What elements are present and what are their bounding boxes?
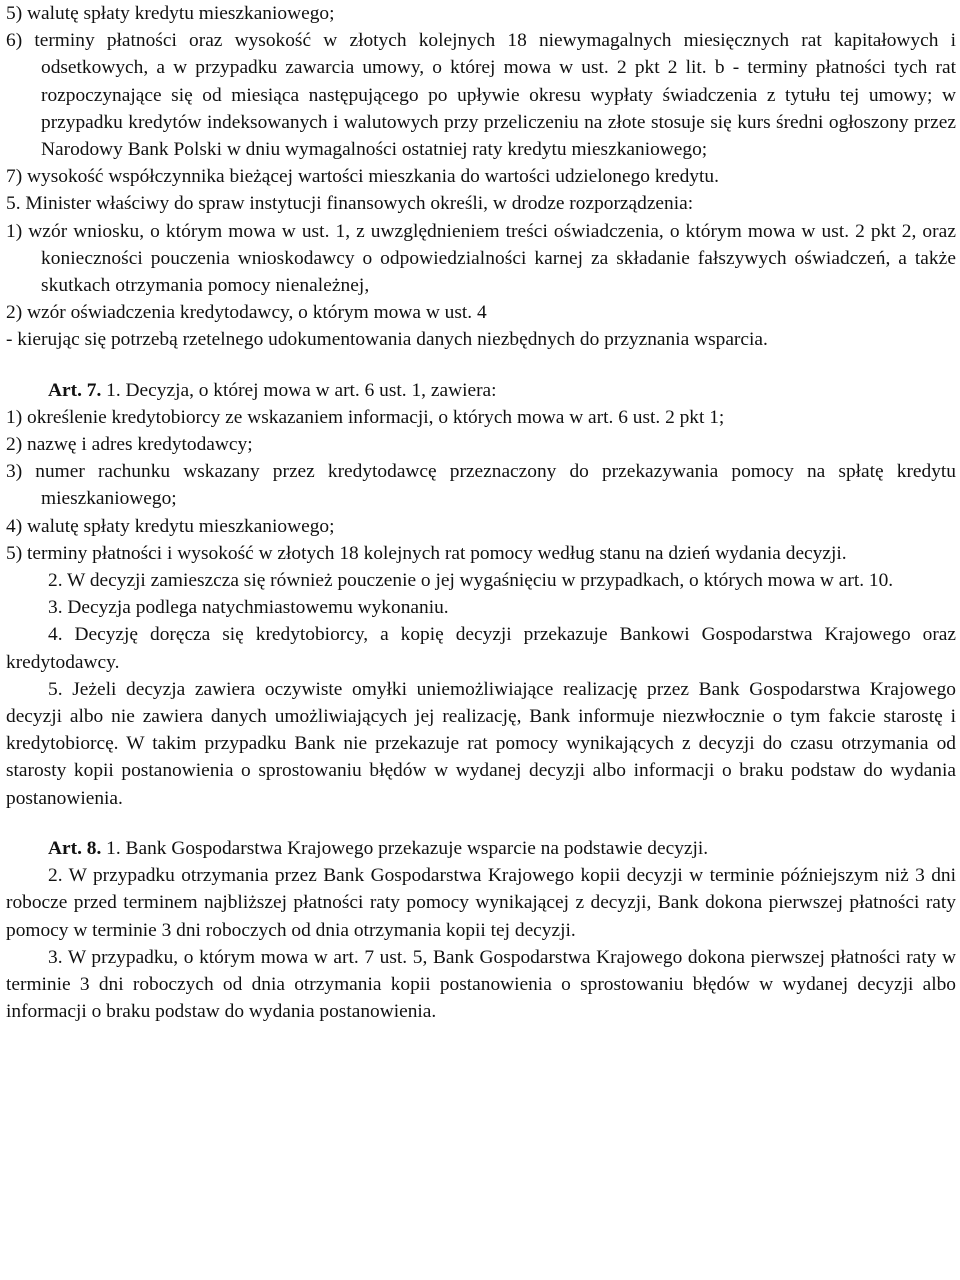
article-7-heading: Art. 7. bbox=[48, 379, 102, 401]
article-7-paragraph bbox=[6, 377, 956, 404]
article-8-text: 1. Bank Gospodarstwa Krajowego przekazuje wsparcie na podstawie decyzji. bbox=[101, 837, 709, 859]
list-item: 6) terminy płatności oraz wysokość w złotych kolejnych 18 niewymagalnych miesięcznych rat kapitałowych i odsetkowych, a w przypadku zawarcia umowy, o której mowa w ust. 2 pkt 2 lit. b - terminy płatności tych rat rozpoczynające się od miesiąca następującego po upływie okresu wypłaty świadczenia z tytułu tej umowy; w przypadku kredytów indeksowanych i walutowych przy przeliczeniu na złote stosuje się kurs średni ogłoszony przez Narodowy Bank Polski w dniu wymagalności ostatniej raty kredytu mieszkaniowego; bbox=[6, 30, 956, 161]
list-item: 1) wzór wniosku, o którym mowa w ust. 1, z uwzględnieniem treści oświadczenia, o którym mowa w ust. 2 pkt 2, oraz konieczności pouczenia wnioskodawcy o odpowiedzialności karnej za składanie fałszywych oświadczeń, a także skutkach otrzymania pomocy nienależnej, bbox=[6, 220, 956, 297]
list-item: 3) numer rachunku wskazany przez kredytodawcę przeznaczony do przekazywania pomocy na spłatę kredytu mieszkaniowego; bbox=[6, 461, 956, 510]
paragraph: - kierując się potrzebą rzetelnego udokumentowania danych niezbędnych do przyznania wsparcia. bbox=[6, 329, 768, 351]
list-item: 4) walutę spłaty kredytu mieszkaniowego; bbox=[6, 515, 335, 537]
article-8-paragraph bbox=[6, 835, 956, 862]
paragraph: 2. W przypadku otrzymania przez Bank Gospodarstwa Krajowego kopii decyzji w terminie późniejszym niż 3 dni robocze przed terminem najbliższej płatności raty pomocy wynikającej z decyzji, Bank dokona pierwszej płatności raty pomocy w terminie 3 dni roboczych od dnia otrzymania kopii tej decyzji. bbox=[6, 865, 956, 941]
list-item: 5) walutę spłaty kredytu mieszkaniowego; bbox=[6, 3, 335, 24]
paragraph: 2. W decyzji zamieszcza się również pouczenie o jej wygaśnięciu w przypadkach, o których mowa w art. 10. bbox=[48, 570, 894, 592]
paragraph: 5. Minister właściwy do spraw instytucji finansowych określi, w drodze rozporządzenia: bbox=[6, 193, 694, 215]
paragraph: 5. Jeżeli decyzja zawiera oczywiste omyłki uniemożliwiające realizację przez Bank Gospodarstwa Krajowego decyzji albo nie zawiera danych umożliwiających jej realizację, Bank informuje niezwłocznie o tym fakcie starostę i kredytobiorcę. W takim przypadku Bank nie przekazuje rat pomocy wynikających z decyzji do czasu otrzymania od starosty kopii postanowienia o sprostowaniu błędów w wydanej decyzji albo informacji o braku podstaw do wydania postanowienia. bbox=[6, 678, 956, 809]
list-item: 5) terminy płatności i wysokość w złotych 18 kolejnych rat pomocy według stanu na dzień wydania decyzji. bbox=[6, 542, 847, 564]
list-item: 7) wysokość współczynnika bieżącej wartości mieszkania do wartości udzielonego kredytu. bbox=[6, 166, 719, 188]
list-item: 2) wzór oświadczenia kredytodawcy, o którym mowa w ust. 4 bbox=[6, 302, 487, 324]
list-item: 1) określenie kredytobiorcy ze wskazaniem informacji, o których mowa w art. 6 ust. 2 pkt 1; bbox=[6, 406, 725, 428]
article-7-text: 1. Decyzja, o której mowa w art. 6 ust. 1, zawiera: bbox=[101, 379, 497, 401]
paragraph: 3. W przypadku, o którym mowa w art. 7 ust. 5, Bank Gospodarstwa Krajowego dokona pierwszej płatności raty w terminie 3 dni roboczych od dnia otrzymania kopii postanowienia o sprostowaniu błędów w wydanej decyzji albo informacji o braku podstaw do wydania postanowienia. bbox=[6, 946, 956, 1023]
paragraph: 4. Decyzję doręcza się kredytobiorcy, a kopię decyzji przekazuje Bankowi Gospodarstwa Krajowego oraz kredytodawcy. bbox=[6, 624, 956, 673]
article-8-heading: Art. 8. bbox=[48, 837, 102, 859]
list-item: 2) nazwę i adres kredytodawcy; bbox=[6, 434, 253, 456]
paragraph: 3. Decyzja podlega natychmiastowemu wykonaniu. bbox=[48, 597, 449, 619]
